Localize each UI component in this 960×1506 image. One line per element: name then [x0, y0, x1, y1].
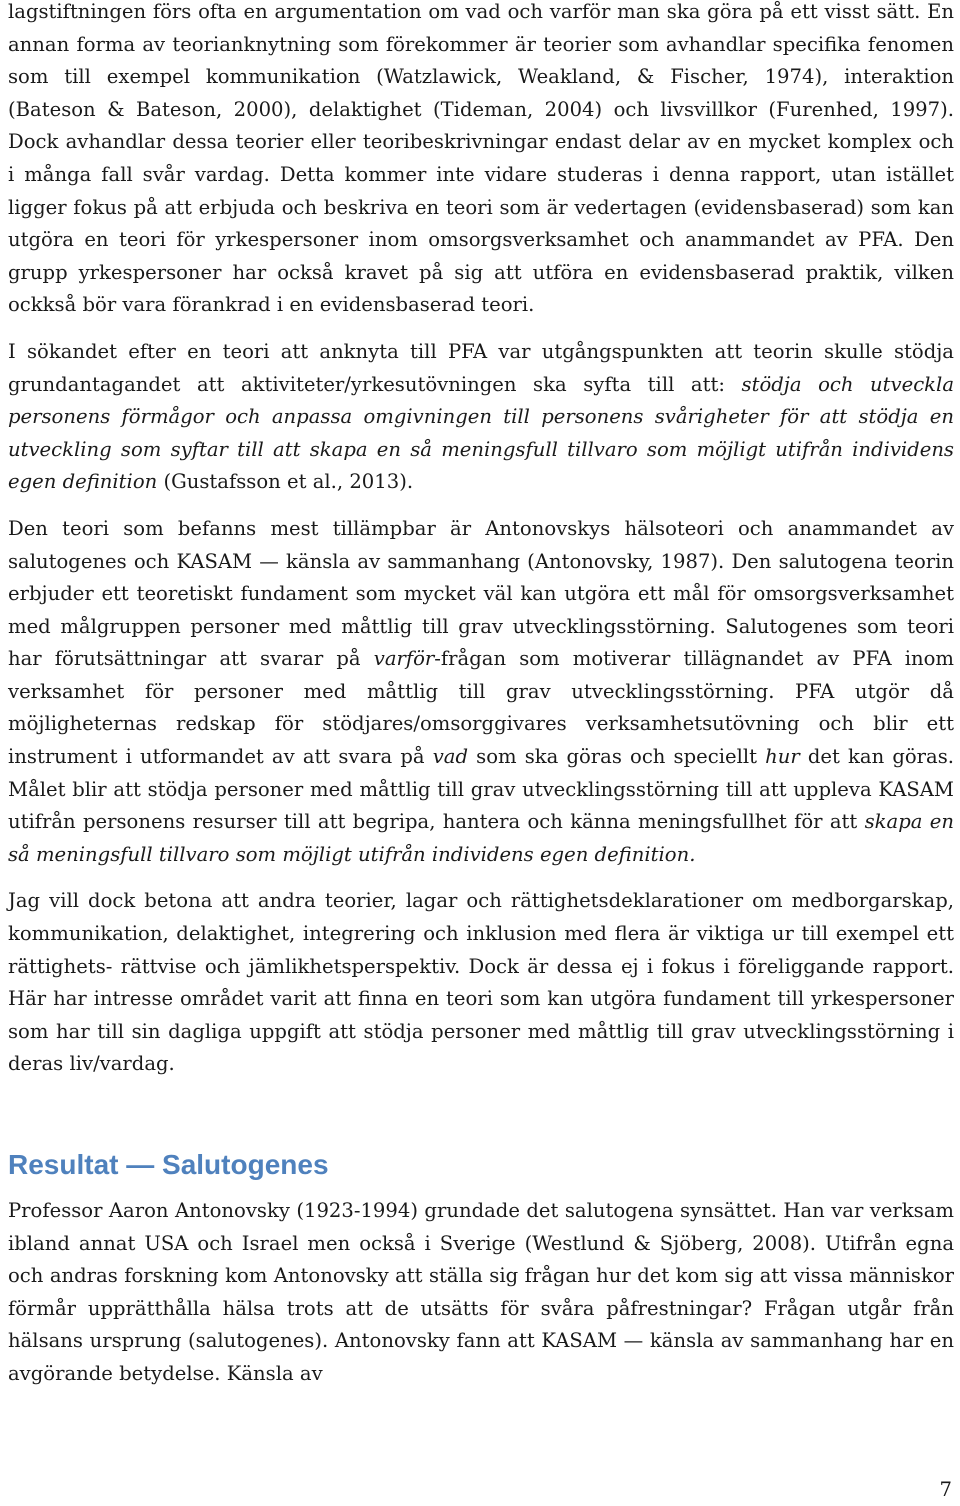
paragraph-3-italic-vad: vad — [432, 745, 469, 769]
body-paragraph-2 — [8, 336, 954, 499]
paragraph-3-italic-varfor: varför — [373, 647, 435, 671]
paragraph-3-italic-goal: skapa en så meningsfull tillvaro som möjligt utifrån individens egen definition. — [8, 810, 954, 866]
paragraph-2-text: I sökandet efter en teori att anknyta till PFA var utgångspunkten att teorin skulle stödja grundantagandet att aktiviteter/yrkesutövningen ska syfta till att: — [8, 339, 954, 396]
paragraph-2-citation: (Gustafsson et al., 2013). — [157, 470, 414, 494]
paragraph-3-text-b: -frågan som motiverar tillägnandet av PFA inom verksamhet för personer med måttlig till grav utvecklingsstörning. PFA utgör då möjligheternas redskap för stödjares/omsorggivares verksamhetsutövning och blir ett instrument i utformandet av att svara på — [8, 647, 955, 769]
paragraph-1-text: lagstiftningen förs ofta en argumentation om vad och varför man ska göra på ett visst sätt. En annan forma av teorianknytning som förekommer är teorier som avhandlar specifika fenomen som till exempel kommunikation (Watzlawick, Weakland, & Fischer, 1974), interaktion (Bateson & Bateson, 2000), delaktighet (Tideman, 2004) och livsvillkor (Furenhed, 1997). Dock avhandlar dessa teorier eller teoribeskrivningar endast delar av en mycket komplex och i många fall svår vardag. Detta kommer inte vidare studeras i denna rapport, utan istället ligger fokus på att erbjuda och beskriva en teori som är vedertagen (evidensbaserad) som kan utgöra en teori för yrkespersoner inom omsorgsverksamhet och anammandet av PFA. Den grupp yrkespersoner har också kravet på sig att utföra en evidensbaserad praktik, vilken ockkså bör vara förankrad i en evidensbaserad teori. — [8, 0, 954, 317]
section-heading: Resultat — Salutogenes — [8, 1149, 329, 1180]
paragraph-2-italic-quote: stödja och utveckla personens förmågor och anpassa omgivningen till personens svårigheter för att stödja en utveckling som syftar till att skapa en så meningsfull tillvaro som möjligt utifrån individens egen definition — [8, 372, 954, 494]
body-paragraph-5 — [8, 1195, 954, 1391]
paragraph-3-text-d: det kan göras. Målet blir att stödja personer med måttlig till grav utvecklingsstörning till att uppleva KASAM utifrån personens resurser till att begripa, hantera och känna meningsfullhet för att — [8, 745, 954, 834]
paragraph-4-text: Jag vill dock betona att andra teorier, lagar och rättighetsdeklarationer om medborgarskap, kommunikation, delaktighet, integrering och inklusion med flera är viktiga ur till exempel ett rättighets- rättvise och jämlikhetsperspektiv. Dock är dessa ej i fokus i föreliggande rapport. Här har intresse området varit att finna en teori som kan utgöra fundament till yrkespersoner som har till sin dagliga uppgift att stödja personer med måttlig till grav utvecklingsstörning i deras liv/vardag. — [8, 889, 954, 1076]
body-paragraph-4 — [8, 885, 954, 1081]
paragraph-5-text: Professor Aaron Antonovsky (1923-1994) grundade det salutogena synsättet. Han var verksam ibland annat USA och Israel men också i Sverige (Westlund & Sjöberg, 2008). Utifrån egna och andras forskning kom Antonovsky att ställa sig frågan hur det kom sig att vissa människor förmår upprätthålla hälsa trots att de utsätts för svåra påfrestningar? Frågan utgår från hälsans ursprung (salutogenes). Antonovsky fann att KASAM — känsla av sammanhang har en avgörande betydelse. Känsla av — [8, 1199, 954, 1385]
body-paragraph-1 — [8, 0, 954, 322]
paragraph-3-text-a: Den teori som befanns mest tillämpbar är Antonovskys hälsoteori och anammandet av salutogenes och KASAM — känsla av sammanhang (Antonovsky, 1987). Den salutogena teorin erbjuder ett teoretiskt fundament som mycket väl kan utgöra ett mål för omsorgsverksamhet med målgruppen personer med måttlig till grav utvecklingsstörning. Salutogenes som teori har förutsättningar att svarar på — [8, 516, 954, 671]
paragraph-3-text-c: som ska göras och speciellt — [468, 745, 766, 769]
paragraph-3-italic-hur: hur — [765, 745, 800, 769]
page-number: 7 — [939, 1478, 952, 1501]
body-paragraph-3 — [8, 513, 954, 872]
